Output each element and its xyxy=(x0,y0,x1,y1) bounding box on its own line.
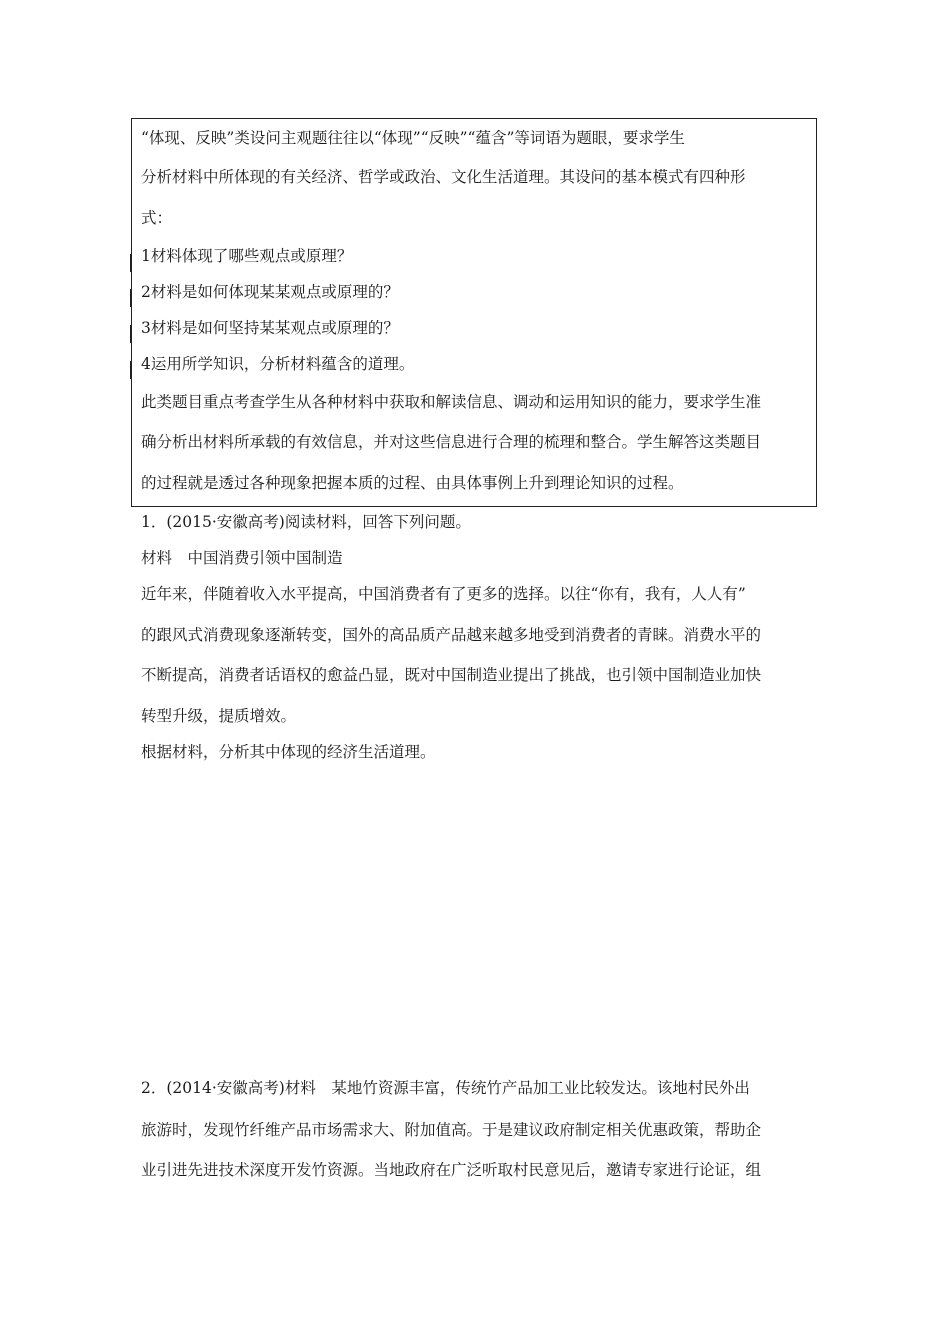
intro-line-1: “体现、反映”类设问主观题往往以“体现”“反映”“蕴含”等词语为题眼，要求学生 xyxy=(141,129,685,147)
item-1: 1材料体现了哪些观点或原理？ xyxy=(141,247,353,265)
item-4: 4运用所学知识，分析材料蕴含的道理。 xyxy=(141,355,415,373)
material-paragraph-line-2: 的跟风式消费现象逐渐转变，国外的高品质产品越来越多地受到消费者的青睐。消费水平的 xyxy=(141,626,762,644)
question-2-line-1: 2．(2014·安徽高考)材料 某地竹资源丰富，传统竹产品加工业比较发达。该地村民外出 xyxy=(141,1079,750,1097)
material-paragraph-line-4: 转型升级，提质增效。 xyxy=(141,707,297,725)
method-tip-box xyxy=(131,118,817,507)
summary-line-3: 的过程就是透过各种现象把握本质的过程、由具体事例上升到理论知识的过程。 xyxy=(141,474,684,492)
question-2-line-2: 旅游时，发现竹纤维产品市场需求大、附加值高。于是建议政府制定相关优惠政策，帮助企 xyxy=(141,1121,762,1139)
material-paragraph-line-3: 不断提高，消费者话语权的愈益凸显，既对中国制造业提出了挑战，也引领中国制造业加快 xyxy=(141,666,762,684)
summary-line-2: 确分析出材料所承载的有效信息，并对这些信息进行合理的梳理和整合。学生解答这类题目 xyxy=(141,433,762,451)
item-marker xyxy=(130,325,132,343)
material-paragraph-line-1: 近年来，伴随着收入水平提高，中国消费者有了更多的选择。以往“你有，我有，人人有” xyxy=(141,585,746,603)
intro-line-2: 分析材料中所体现的有关经济、哲学或政治、文化生活道理。其设问的基本模式有四种形 xyxy=(141,168,746,186)
item-3: 3材料是如何坚持某某观点或原理的？ xyxy=(141,319,399,337)
item-marker xyxy=(130,254,132,272)
material-title: 材料 中国消费引领中国制造 xyxy=(141,549,343,567)
summary-line-1: 此类题目重点考查学生从各种材料中获取和解读信息、调动和运用知识的能力，要求学生准 xyxy=(141,393,762,411)
item-marker xyxy=(130,361,132,379)
item-2: 2材料是如何体现某某观点或原理的？ xyxy=(141,283,399,301)
question-2-line-3: 业引进先进技术深度开发竹资源。当地政府在广泛听取村民意见后，邀请专家进行论证，组 xyxy=(141,1161,762,1179)
item-marker xyxy=(130,289,132,307)
question-1-header: 1．(2015·安徽高考)阅读材料，回答下列问题。 xyxy=(141,513,471,531)
question-1-prompt: 根据材料，分析其中体现的经济生活道理。 xyxy=(141,743,436,761)
intro-line-3: 式： xyxy=(141,209,173,227)
